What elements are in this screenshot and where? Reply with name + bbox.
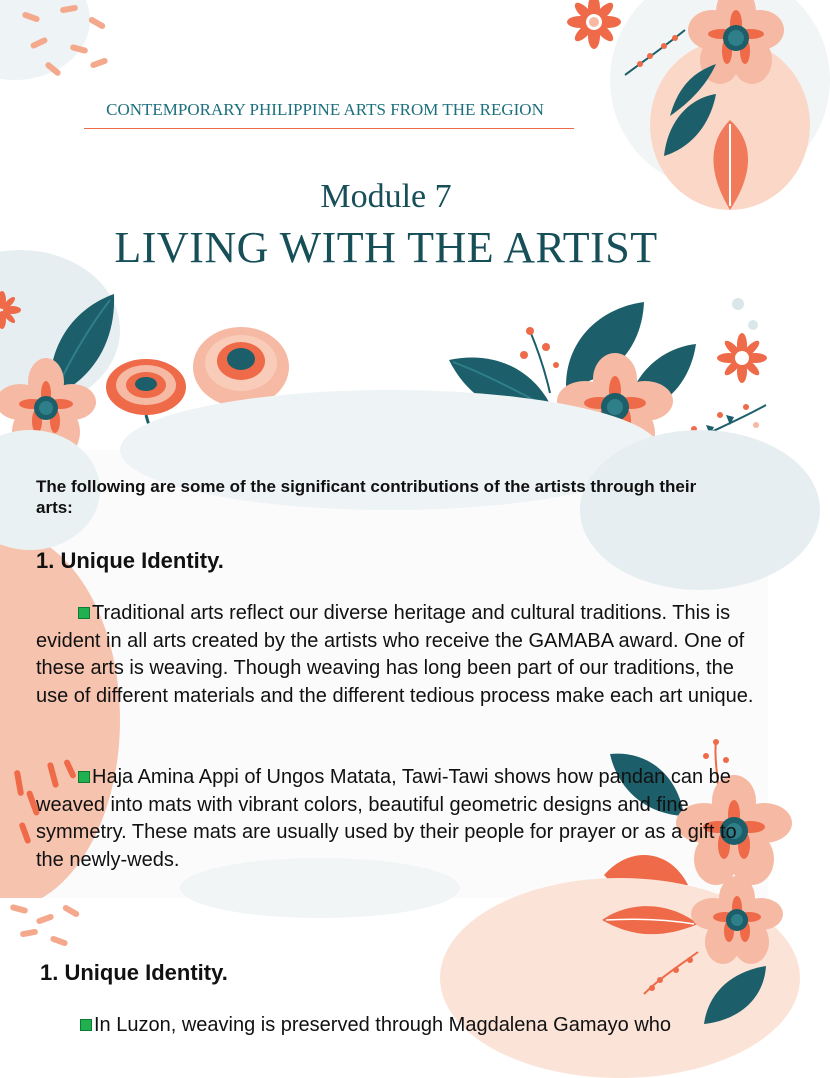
page-title: LIVING WITH THE ARTIST: [114, 223, 658, 272]
flower-icon: [712, 330, 768, 386]
section-heading: 1. Unique Identity.: [40, 960, 228, 985]
section-heading: 1. Unique Identity.: [36, 548, 224, 573]
paragraph: [36, 600, 758, 710]
confetti-stroke: [20, 928, 39, 937]
bullet-square-icon: [78, 771, 90, 783]
paragraph: [36, 764, 758, 874]
title-slide: [0, 0, 768, 450]
paragraph: [40, 1012, 762, 1040]
confetti-stroke: [88, 16, 107, 30]
paragraph-text: Haja Amina Appi of Ungos Matata, Tawi-Tawi shows how pandan can be weaved into mats with vibrant colors, beautiful geometric designs and fine symmetry. These mats are usually used by their people for prayer or as a gift to the newly-weds.: [36, 766, 737, 871]
leaf-icon: [660, 90, 720, 160]
decor-dot: [748, 320, 758, 330]
subtitle: CONTEMPORARY PHILIPPINE ARTS FROM THE REGION: [106, 100, 544, 119]
module-number: Module 7: [320, 178, 452, 215]
flower-icon: [0, 290, 24, 330]
content-slide-2: [0, 898, 768, 1036]
confetti-stroke: [62, 904, 81, 918]
confetti-stroke: [50, 935, 69, 947]
subtitle-underline: [84, 128, 574, 129]
decor-dot: [732, 298, 744, 310]
bullet-square-icon: [80, 1019, 92, 1031]
intro-text: The following are some of the significant contributions of the artists through their arts:: [36, 477, 697, 517]
confetti-stroke: [36, 913, 55, 925]
content-slide-1: [0, 450, 768, 898]
pale-blob-top: [180, 858, 460, 918]
bullet-square-icon: [78, 607, 90, 619]
paragraph-text: In Luzon, weaving is preserved through Magdalena Gamayo who: [94, 1014, 672, 1036]
confetti-stroke: [10, 904, 29, 914]
sprig-icon: [620, 20, 690, 80]
paragraph-text: Traditional arts reflect our diverse heritage and cultural traditions. This is evident in all arts created by the artists who receive the GAMABA award. One of these arts is weaving. Though weaving has long been part of our traditions, the use of different materials and the different tedious process make each art unique.: [36, 602, 754, 707]
confetti-stroke: [90, 57, 109, 69]
